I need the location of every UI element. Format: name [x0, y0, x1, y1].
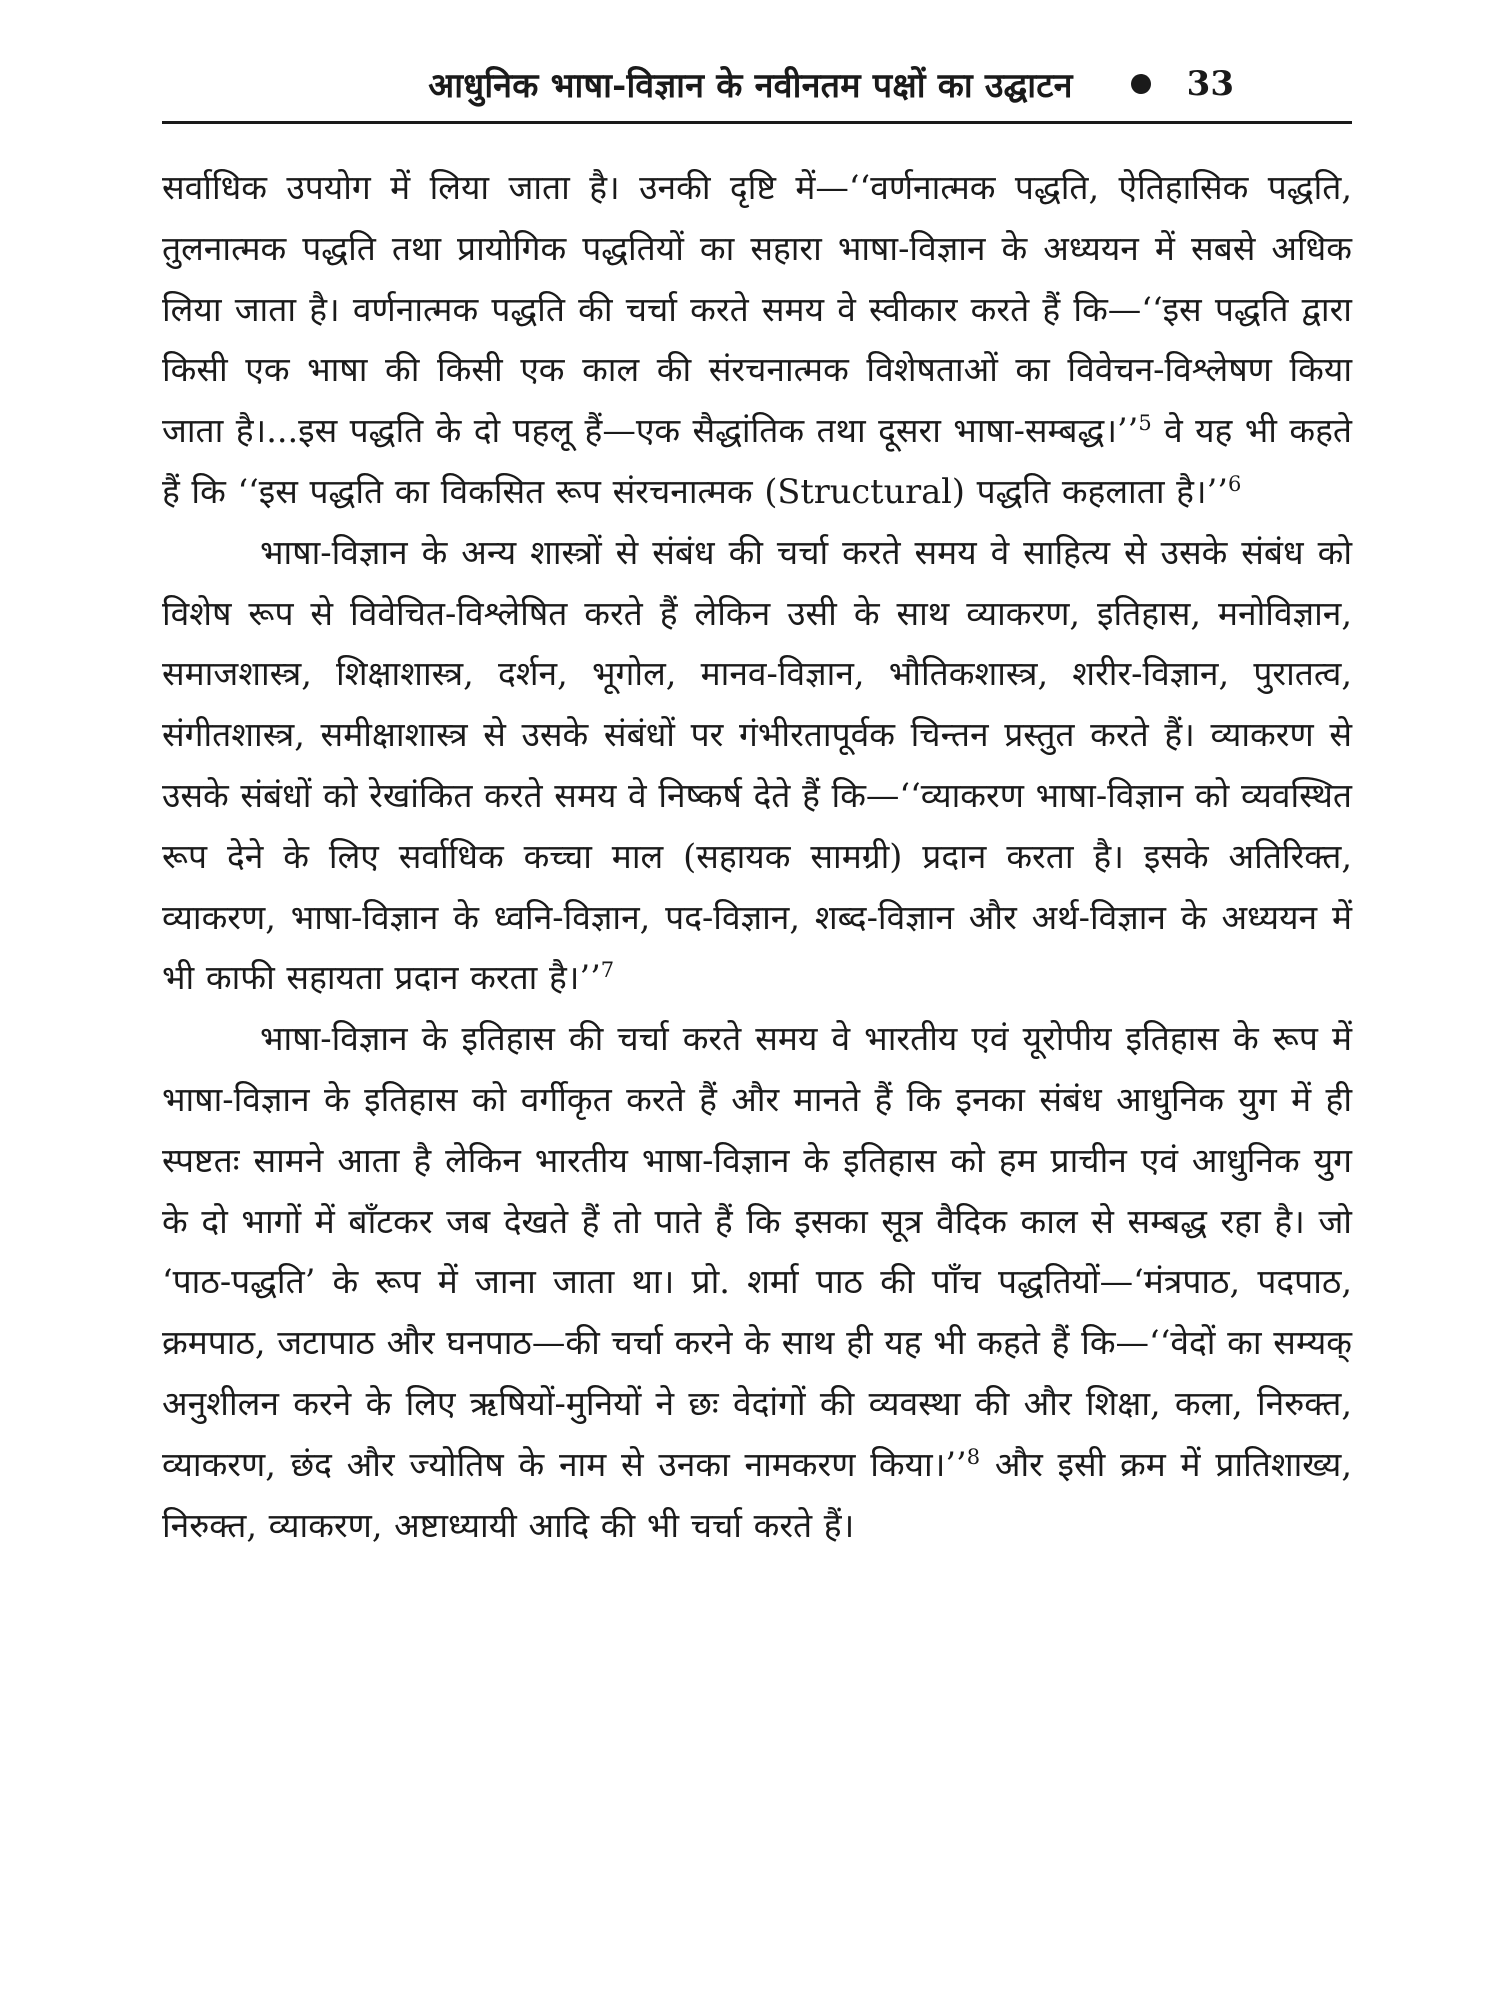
header-rule	[162, 121, 1352, 124]
paragraph-2-text: भाषा-विज्ञान के अन्य शास्त्रों से संबंध की चर्चा करते समय वे साहित्य से उसके संबंध को विशेष रूप से विवेचित-विश्लेषित करते हैं लेकिन उसी के साथ व्याकरण, इतिहास, मनोविज्ञान, समाजशास्त्र, शिक्षाशास्त्र, दर्शन, भूगोल, मानव-विज्ञान, भौतिकशास्त्र, शरीर-विज्ञान, पुरातत्व, संगीतशास्त्र, समीक्षाशास्त्र से उसके संबंधों पर गंभीरतापूर्वक चिन्तन प्रस्तुत करते हैं। व्याकरण से उसके संबंधों को रेखांकित करते समय वे निष्कर्ष देते हैं कि—‘‘व्याकरण भाषा-विज्ञान को व्यवस्थित रूप देने के लिए सर्वाधिक कच्चा माल (सहायक सामग्री) प्रदान करता है। इसके अतिरिक्त, व्याकरण, भाषा-विज्ञान के ध्वनि-विज्ञान, पद-विज्ञान, शब्द-विज्ञान और अर्थ-विज्ञान के अध्ययन में भी काफी सहायता प्रदान करता है।’’	[162, 532, 1352, 998]
paragraph-1-text-a: सर्वाधिक उपयोग में लिया जाता है। उनकी दृष्टि में—‘‘वर्णनात्मक पद्धति, ऐतिहासिक पद्धति, तुलनात्मक पद्धति तथा प्रायोगिक पद्धतियों का सहारा भाषा-विज्ञान के अध्ययन में सबसे अधिक लिया जाता है। वर्णनात्मक पद्धति की चर्चा करते समय वे स्वीकार करते हैं कि—‘‘इस पद्धति द्वारा किसी एक भाषा की किसी एक काल की संरचनात्मक विशेषताओं का विवेचन-विश्लेषण किया जाता है।...इस पद्धति के दो पहलू हैं—एक सैद्धांतिक तथा दूसरा भाषा-सम्बद्ध।’’	[162, 168, 1352, 451]
footnote-ref-6: 6	[1227, 471, 1242, 496]
paragraph-2	[162, 523, 1352, 1009]
running-head	[162, 46, 1352, 121]
footnote-ref-7: 7	[600, 958, 615, 983]
footnote-ref-8: 8	[966, 1444, 981, 1469]
running-title: आधुनिक भाषा-विज्ञान के नवीनतम पक्षों का उद्घाटन	[428, 65, 1073, 106]
page-number: 33	[1186, 63, 1234, 104]
paragraph-3-text-b: और इसी क्रम में प्रातिशाख्य, निरुक्त, व्याकरण, अष्टाध्यायी आदि की भी चर्चा करते हैं।	[162, 1444, 1352, 1545]
paragraph-1-text-b: वे यह भी कहते हैं कि ‘‘इस पद्धति का विकसित रूप संरचनात्मक (Structural) पद्धति कहलाता है।’’	[162, 411, 1352, 511]
paragraph-3	[162, 1009, 1352, 1556]
body-text	[162, 158, 1352, 1556]
paragraph-1	[162, 158, 1352, 523]
bullet-dot-icon	[1131, 74, 1151, 94]
paragraph-3-text-a: भाषा-विज्ञान के इतिहास की चर्चा करते समय वे भारतीय एवं यूरोपीय इतिहास के रूप में भाषा-विज्ञान के इतिहास को वर्गीकृत करते हैं और मानते हैं कि इनका संबंध आधुनिक युग में ही स्पष्टतः सामने आता है लेकिन भारतीय भाषा-विज्ञान के इतिहास को हम प्राचीन एवं आधुनिक युग के दो भागों में बाँटकर जब देखते हैं तो पाते हैं कि इसका सूत्र वैदिक काल से सम्बद्ध रहा है। जो ‘पाठ-पद्धति’ के रूप में जाना जाता था। प्रो. शर्मा पाठ की पाँच पद्धतियों—‘मंत्रपाठ, पदपाठ, क्रमपाठ, जटापाठ और घनपाठ—की चर्चा करने के साथ ही यह भी कहते हैं कि—‘‘वेदों का सम्यक् अनुशीलन करने के लिए ऋषियों-मुनियों ने छः वेदांगों की व्यवस्था की और शिक्षा, कला, निरुक्त, व्याकरण, छंद और ज्योतिष के नाम से उनका नामकरण किया।’’	[162, 1019, 1352, 1484]
footnote-ref-5: 5	[1138, 411, 1152, 436]
